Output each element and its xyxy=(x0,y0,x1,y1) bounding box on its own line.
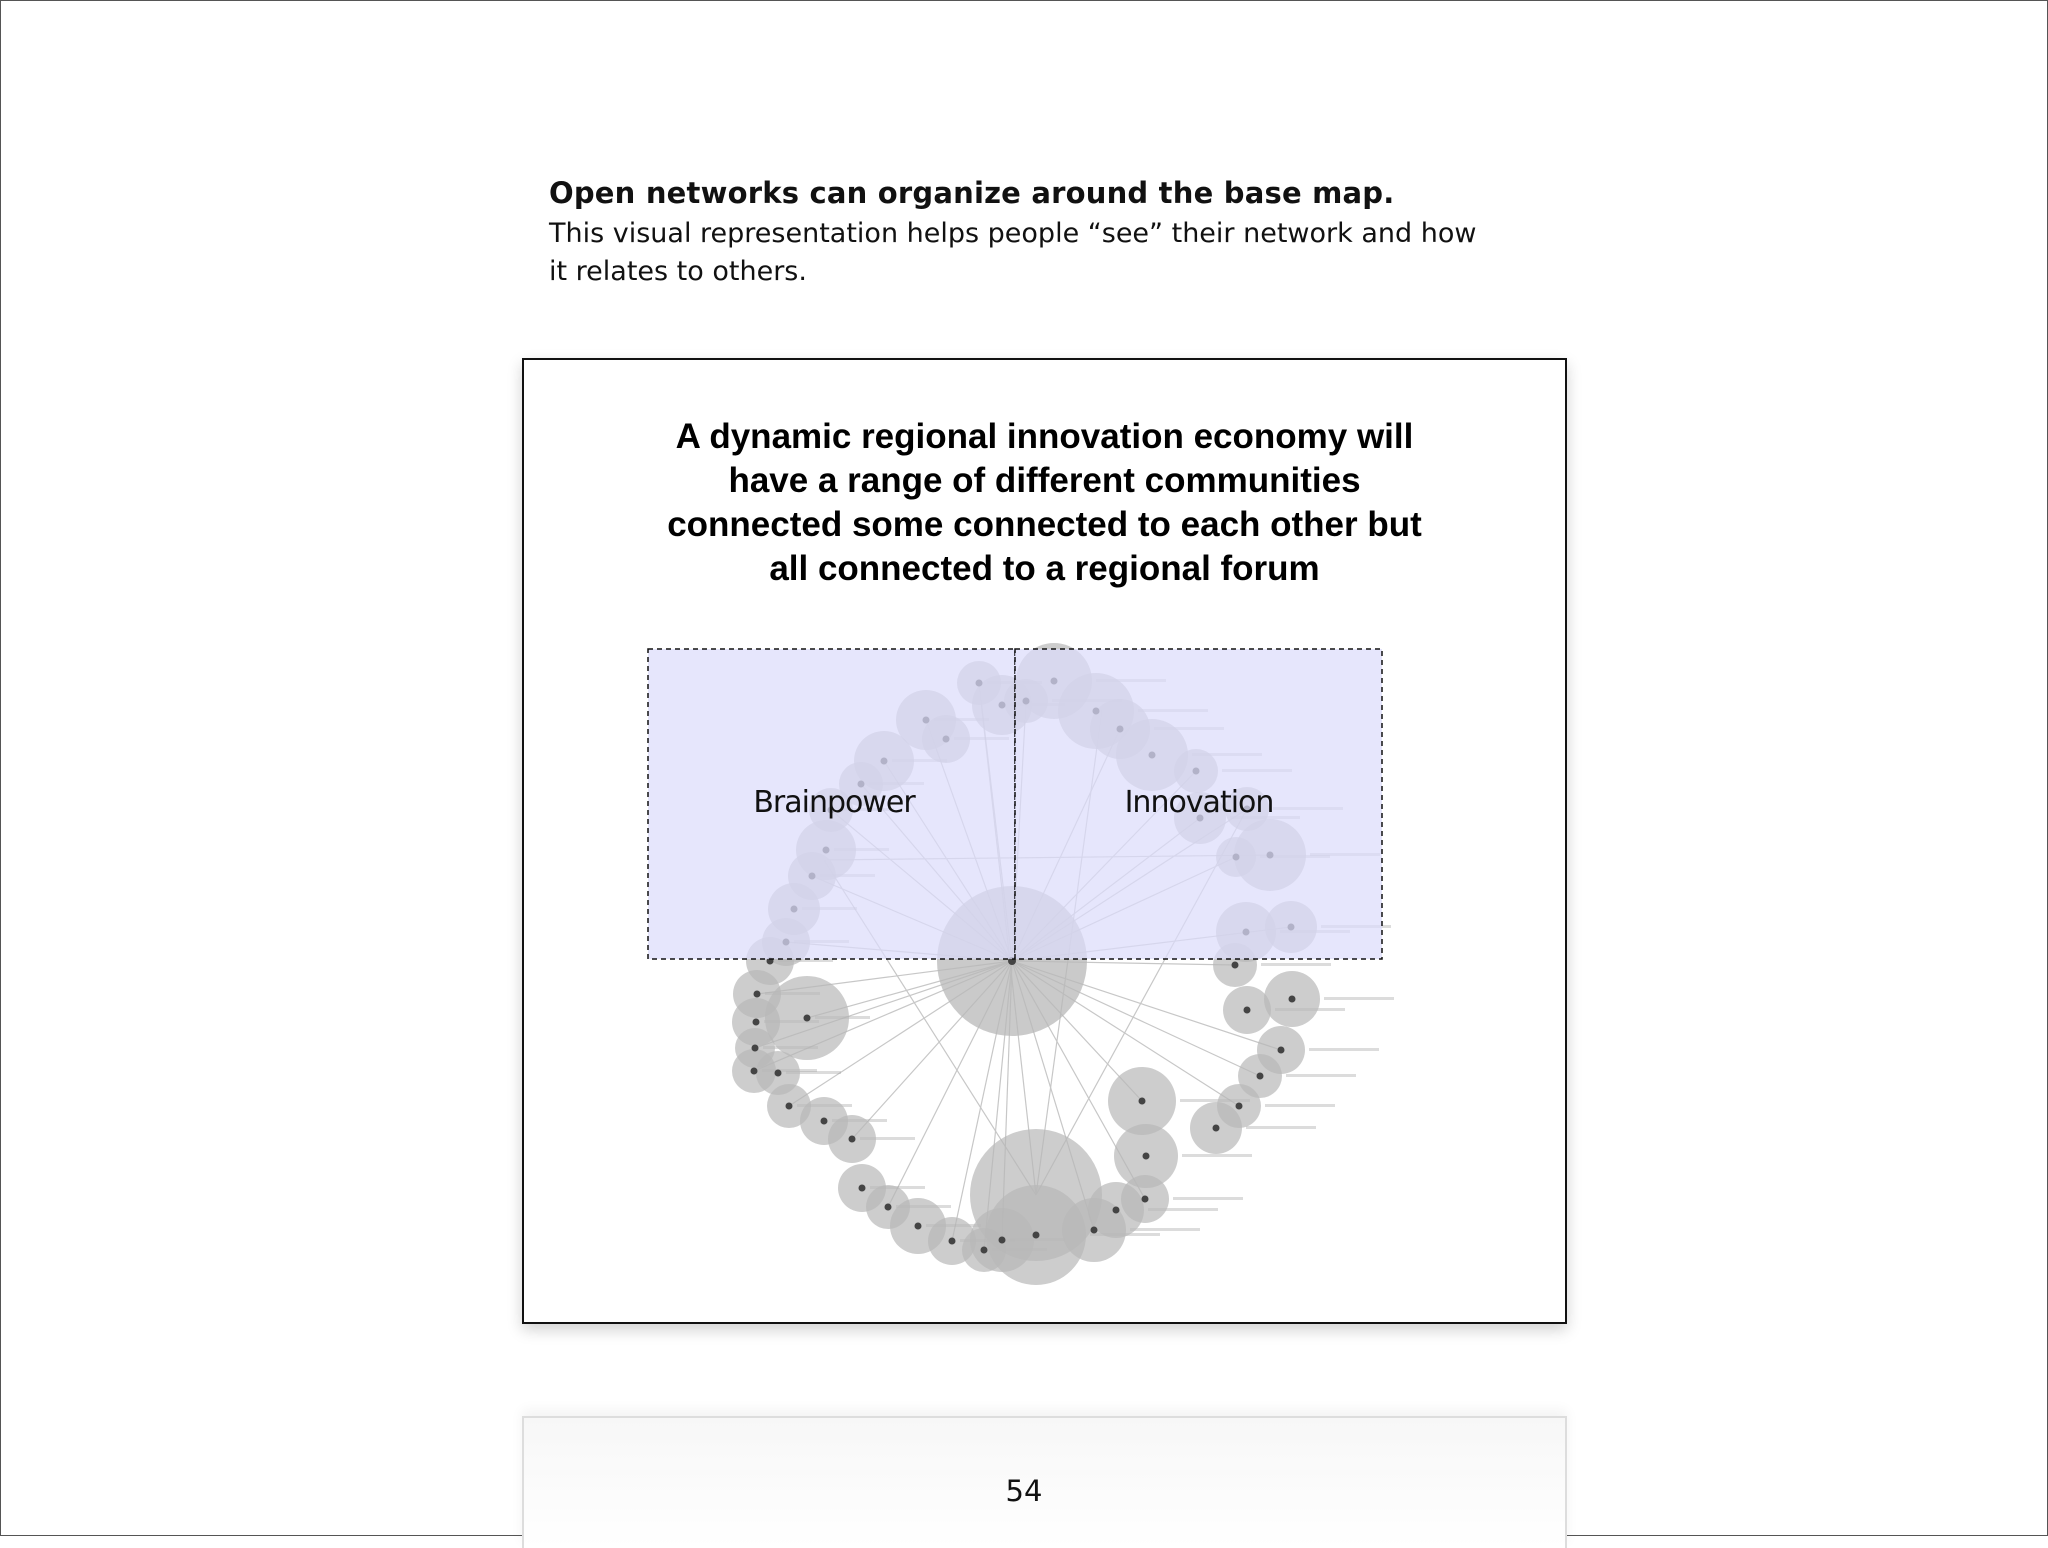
slide-figure xyxy=(522,358,1567,1324)
node-label-mark xyxy=(1246,1126,1316,1129)
slide-title-line: all connected to a regional forum xyxy=(769,549,1320,588)
node-center-dot xyxy=(751,1068,758,1075)
node-label-mark xyxy=(1265,1104,1335,1107)
node-center-dot xyxy=(1244,1007,1251,1014)
slide-title-line: connected some connected to each other but xyxy=(667,505,1422,544)
node-label-mark xyxy=(1309,1048,1379,1051)
page-description: This visual representation helps people “see” their network and how it relates to others. xyxy=(549,218,1477,287)
node-center-dot xyxy=(999,1237,1006,1244)
node-center-dot xyxy=(804,1015,811,1022)
node-center-dot xyxy=(1257,1073,1264,1080)
node-center-dot xyxy=(885,1204,892,1211)
node-label-mark xyxy=(1173,1197,1243,1200)
node-label-mark xyxy=(1286,1074,1356,1077)
page-number: 54 xyxy=(1005,1474,1043,1508)
node-label-mark xyxy=(1261,963,1331,966)
node-center-dot xyxy=(949,1238,956,1245)
node-center-dot xyxy=(1289,996,1296,1003)
node-center-dot xyxy=(753,1019,760,1026)
node-label-mark xyxy=(1324,997,1394,1000)
region-boxes xyxy=(648,649,1382,959)
page-heading: Open networks can organize around the base map. xyxy=(549,176,1395,210)
node-label-mark xyxy=(1130,1228,1200,1231)
node-center-dot xyxy=(849,1136,856,1143)
node-center-dot xyxy=(1113,1207,1120,1214)
slide-title-line: A dynamic regional innovation economy will xyxy=(675,417,1414,456)
node-center-dot xyxy=(1232,962,1239,969)
node-center-dot xyxy=(752,1045,759,1052)
node-center-dot xyxy=(1213,1125,1220,1132)
node-center-dot xyxy=(859,1185,866,1192)
node-center-dot xyxy=(1278,1047,1285,1054)
node-center-dot xyxy=(981,1247,988,1254)
region-label: Brainpower xyxy=(753,785,915,820)
node-center-dot xyxy=(1236,1103,1243,1110)
region-label: Innovation xyxy=(1124,785,1274,820)
node-center-dot xyxy=(754,991,761,998)
node-center-dot xyxy=(1033,1232,1040,1239)
node-center-dot xyxy=(1091,1227,1098,1234)
slide-title xyxy=(524,415,1565,591)
node-center-dot xyxy=(1139,1098,1146,1105)
node-center-dot xyxy=(1143,1153,1150,1160)
node-center-dot xyxy=(915,1223,922,1230)
node-label-mark xyxy=(1182,1154,1252,1157)
node-center-dot xyxy=(1142,1196,1149,1203)
node-center-dot xyxy=(786,1103,793,1110)
node-center-dot xyxy=(821,1118,828,1125)
node-center-dot xyxy=(775,1070,782,1077)
slide-title-line: have a range of different communities xyxy=(728,461,1361,500)
